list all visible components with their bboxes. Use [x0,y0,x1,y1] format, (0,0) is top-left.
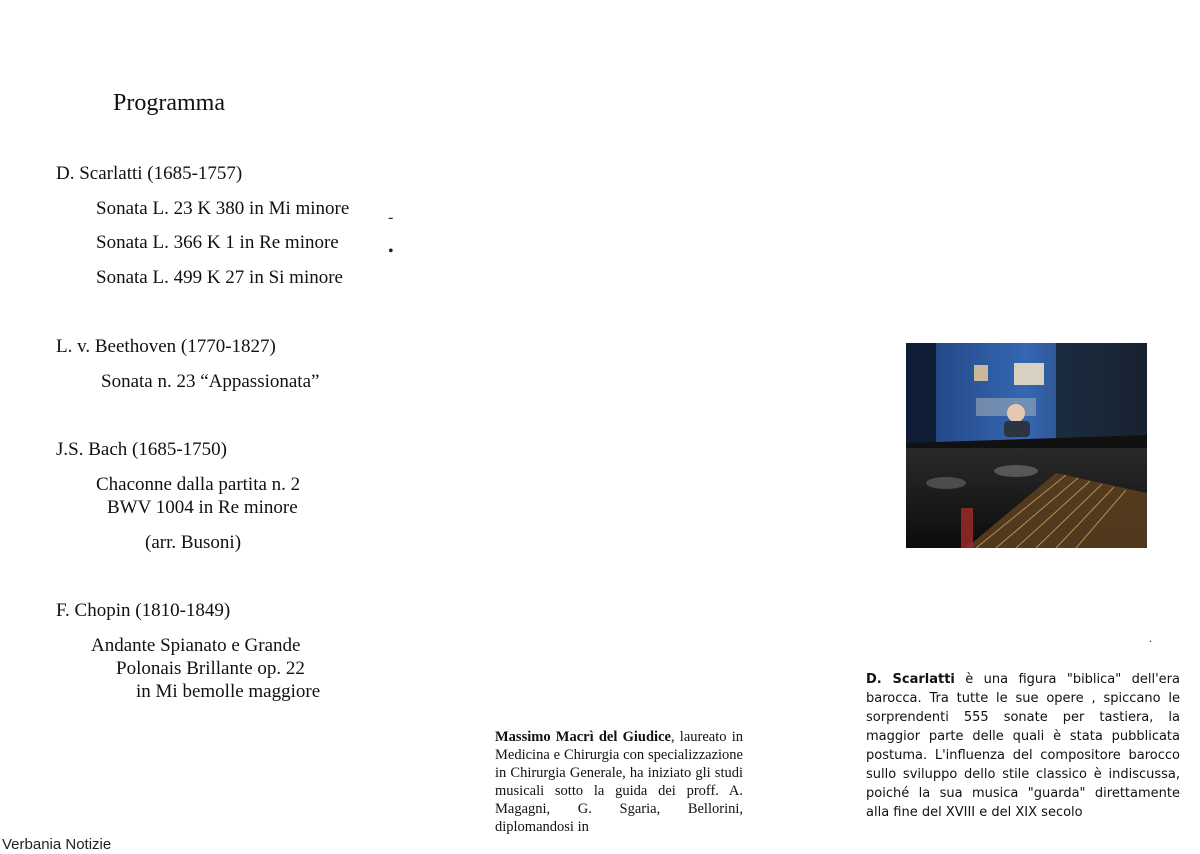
composer-chopin: F. Chopin (1810-1849) [56,600,231,621]
composer-bach: J.S. Bach (1685-1750) [56,439,227,460]
work-item: in Mi bemolle maggiore [136,681,321,702]
composer-scarlatti: D. Scarlatti (1685-1757) [56,163,243,184]
work-item: Chaconne dalla partita n. 2 [96,474,301,495]
work-item: Andante Spianato e Grande [91,635,301,656]
note-name: D. Scarlatti [866,672,955,687]
bullet-mark: • [388,243,394,260]
work-item: Sonata L. 499 K 27 in Si minore [96,267,343,288]
note-text: è una figura "biblica" dell'era barocca. Tra tutte le sue opere , spiccano le sorprendenti 555 sonate per tastiera, la maggior parte delle quali è stata pubblicata postuma. L'influenza del compositore barocco sullo sviluppo dello stile classico è indiscussa, poiché la sua musica "guarda" direttamente alla fine del XVIII e del XIX secolo [866,672,1180,820]
page-title: Programma [113,90,225,116]
work-item: Polonais Brillante op. 22 [116,658,305,679]
pianist-photo [906,343,1147,548]
dash-mark: - [388,209,394,226]
work-item: (arr. Busoni) [145,532,242,553]
scarlatti-note [866,670,1180,822]
work-item: Sonata L. 366 K 1 in Re minore [96,232,339,253]
watermark-footer: Verbania Notizie [2,836,112,853]
composer-beethoven: L. v. Beethoven (1770-1827) [56,336,276,357]
performer-bio [495,728,743,836]
bio-name: Massimo Macrì del Giudice [495,729,671,745]
work-item: Sonata n. 23 “Appassionata” [101,371,320,392]
bio-text: , laureato in Medicina e Chirurgia con specializzazione in Chirurgia Generale, ha iniziato gli studi musicali sotto la guida dei proff. A. Magagni, G. Sgaria, Bellorini, diplomandosi in [495,729,743,835]
work-item: BWV 1004 in Re minore [107,497,298,518]
dot-mark: . [1149,631,1152,645]
work-item: Sonata L. 23 K 380 in Mi minore [96,198,350,219]
